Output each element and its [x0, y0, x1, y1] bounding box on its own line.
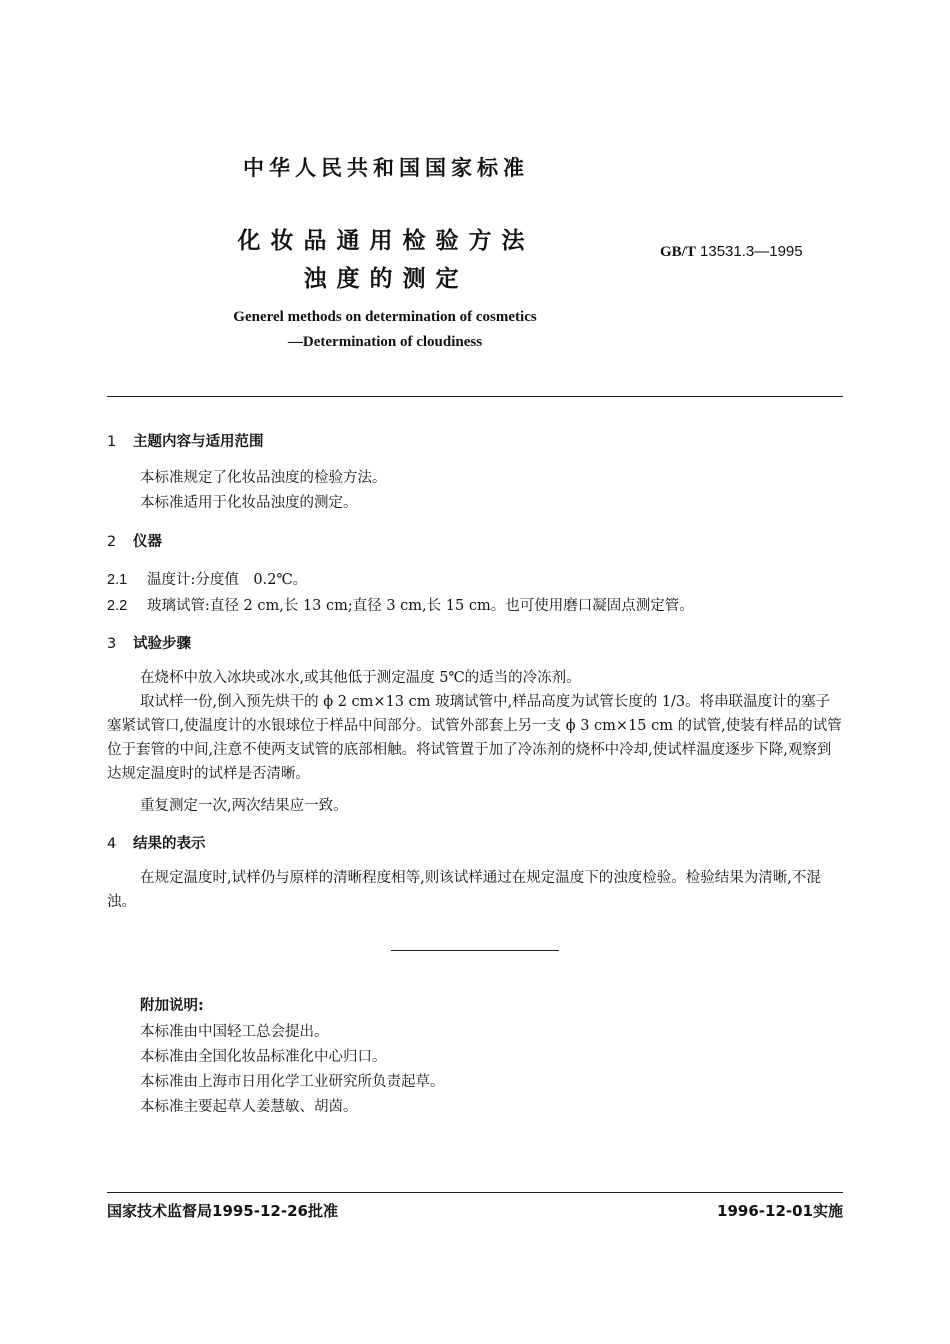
section-number: 4: [107, 836, 117, 852]
section-title: 主题内容与适用范围: [133, 434, 264, 450]
section-3-para-2: 取试样一份,倒入预先烘干的 ϕ 2 cm×13 cm 玻璃试管中,样品高度为试管长度的 1/3。将串联温度计的塞子塞紧试管口,使温度计的水银球位于样品中间部分。试管外部套上另一支 ϕ 3 cm×15 cm 的试管,使装有样品的试管位于套管的中间,注意不使两支试管的底部相触。将试管置于加了冷冻剂的烧杯中冷却,使试样温度逐步下降,观察到达规定温度时的试样是否清晰。: [107, 694, 842, 782]
item-text: 温度计:分度值 0.2℃。: [147, 572, 308, 588]
title-en-line2: —Determination of cloudiness: [287, 334, 483, 350]
title-en-line1: Generel methods on determination of cosmetics: [233, 309, 537, 325]
section-3-para-1: 在烧杯中放入冰块或冰水,或其他低于测定温度 5℃的适当的冷冻剂。: [140, 670, 581, 686]
footer-divider: [107, 1192, 843, 1193]
standard-code-number: 13531.3—1995: [700, 243, 803, 260]
section-number: 3: [107, 636, 117, 652]
effective-date: 1996-12-01实施: [717, 1202, 843, 1220]
standard-type-heading: 中华人民共和国国家标准: [243, 156, 529, 180]
section-1-line-2: 本标准适用于化妆品浊度的测定。: [140, 495, 358, 511]
notes-line-3: 本标准由上海市日用化学工业研究所负责起草。: [140, 1074, 445, 1090]
notes-line-2: 本标准由全国化妆品标准化中心归口。: [140, 1049, 387, 1065]
section-number: 2: [107, 534, 117, 550]
section-title: 试验步骤: [133, 636, 191, 652]
section-1-heading: [107, 430, 264, 451]
section-number: 1: [107, 434, 117, 450]
notes-line-1: 本标准由中国轻工总会提出。: [140, 1024, 329, 1040]
section-3-heading: [107, 632, 191, 653]
section-2-heading: [107, 530, 162, 551]
section-1-line-1: 本标准规定了化妆品浊度的检验方法。: [140, 470, 387, 486]
item-number: 2.1: [107, 572, 128, 588]
title-cn-line2: 浊度的测定: [303, 266, 469, 292]
approval-date: 国家技术监督局1995-12-26批准: [107, 1202, 338, 1220]
notes-title: 附加说明:: [140, 998, 204, 1014]
standard-code: [660, 243, 803, 261]
notes-line-4: 本标准主要起草人姜慧敏、胡茵。: [140, 1099, 358, 1115]
item-number: 2.2: [107, 598, 128, 614]
top-divider: [107, 396, 843, 397]
section-4-heading: [107, 832, 206, 853]
end-divider: [391, 950, 559, 951]
section-title: 仪器: [133, 534, 162, 550]
item-2-2: [107, 594, 694, 615]
section-4-para-1: 在规定温度时,试样仍与原样的清晰程度相等,则该试样通过在规定温度下的浊度检验。检验结果为清晰,不混浊。: [107, 870, 821, 910]
item-2-1: [107, 568, 307, 589]
section-title: 结果的表示: [133, 836, 206, 852]
item-text: 玻璃试管:直径 2 cm,长 13 cm;直径 3 cm,长 15 cm。也可使用磨口凝固点测定管。: [147, 598, 694, 614]
section-3-para-3: 重复测定一次,两次结果应一致。: [140, 798, 348, 814]
standard-code-prefix: GB/T: [660, 244, 696, 260]
title-cn-line1: 化妆品通用检验方法: [237, 228, 535, 254]
